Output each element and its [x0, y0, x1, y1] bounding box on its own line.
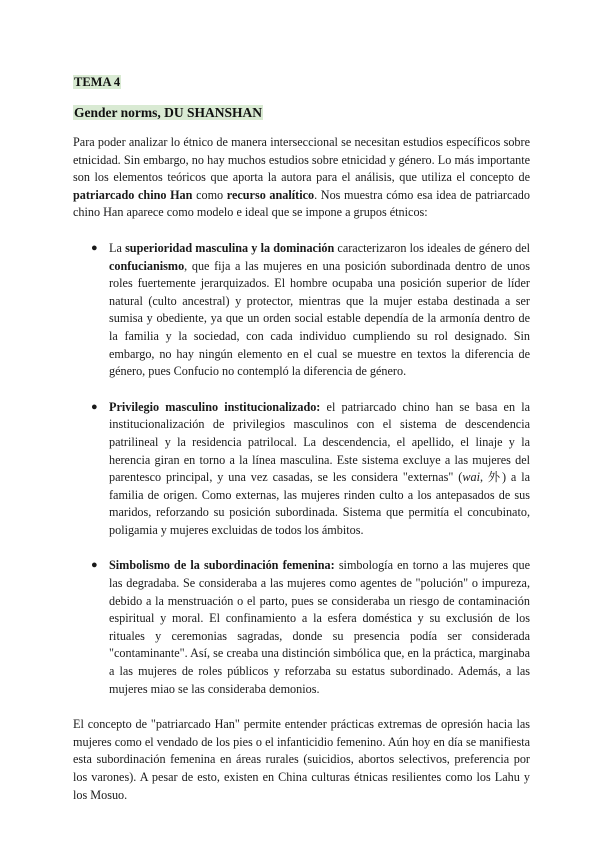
closing-paragraph: El concepto de "patriarcado Han" permite entender prácticas extremas de opresión hacia las mujeres como el vendado de los pies o el infanticidio femenino. Aún hoy en día se manifiesta esta subordinación femenina en áreas rurales (suicidios, abortos selectivos, preferencia por los varones). A pesar de esto, existen en China culturas étnicas resilientes como los Lahu y los Mosuo. — [73, 717, 530, 802]
document-title: Gender norms, DU SHANSHAN — [74, 105, 263, 120]
item-text: simbología en torno a las mujeres que las degradaba. Se consideraba a las mujeres como agentes de "polución" o impureza, debido a la menstruación o el parto, pues se consideraba un riesgo de contaminación espiritual y moral. El confinamiento a la esfera doméstica y su exclusión de los rituales y ceremonias sagradas, donde su presencia podía ser considerada "contaminante". Así, se creaba una distinción simbólica que, en la práctica, marginaba a las mujeres de roles públicos y reforzaba su estatus subordinado. Además, a las mujeres miao se las consideraba demonios. — [109, 558, 530, 696]
list-item — [91, 240, 531, 381]
intro-bold-2: recurso analítico — [226, 187, 315, 202]
item-text: caracterizaron los ideales de género del — [334, 240, 531, 255]
item-bold: Privilegio masculino institucionalizado: — [109, 399, 321, 414]
title-wrapper — [73, 104, 530, 122]
tema-heading: TEMA 4 — [74, 75, 121, 89]
bullet-icon: ● — [91, 400, 98, 413]
item-text: el patriarcado chino han se basa en la institucionalización de privilegios masculinos con el sistema de descendencia patrilineal y la residencia patrilocal. La descendencia, el apellido, el linaje y la herencia giran en torno a la línea masculina. Este sistema excluye a las mujeres del parentesco principal, y una vez casadas, se les considera "externas" ( — [109, 399, 530, 485]
intro-bold-1: patriarcado chino Han — [73, 187, 193, 202]
intro-text-1: Para poder analizar lo étnico de manera interseccional se necesitan estudios específicos sobre etnicidad. Sin embargo, no hay muchos estudios sobre etnicidad y género. Lo más importante son los elementos teóricos que aporta la autora para el análisis, que utiliza el concepto de — [73, 135, 530, 185]
list-item — [91, 557, 530, 698]
list-item — [91, 399, 531, 540]
section-label — [73, 74, 530, 90]
item-bold: confucianismo — [109, 258, 185, 273]
intro-text-3: . Nos muestra cómo esa idea de patriarcado chino Han aparece como modelo e ideal que se impone a grupos étnicos: — [73, 187, 530, 220]
item-text: , que fija a las mujeres en una posición subordinada dentro de unos roles fuertemente jerarquizados. El hombre ocupaba una posición superior de líder natural (culto ancestral) y protector, mientras que la mujer estaba destinada a ser sumisa y obediente, ya que un orden social estable dependía de la armonía dentro de la familia y la sociedad, con cada individuo cumpliendo su rol designado. Sin embargo, no hay ningún elemento en el cual se muestre en textos la diferencia de género, pues Confucio no contempló la diferencia de género. — [109, 258, 530, 379]
item-bold: superioridad masculina y la dominación — [125, 240, 335, 255]
bullet-list — [73, 240, 530, 698]
intro-text-2: como — [192, 187, 227, 202]
bullet-icon: ● — [91, 559, 98, 572]
item-text: , 外) a la familia de origen. Como externas, las mujeres rinden culto a los antepasados de sus maridos, reforzando su posición subordinada. Sistema que permitía el concubinato, poligamia y mujeres excluidas de todos los ámbitos. — [109, 470, 531, 537]
item-text: La — [109, 240, 126, 255]
bullet-icon: ● — [91, 241, 98, 254]
item-italic: wai — [462, 470, 480, 485]
intro-paragraph — [73, 134, 530, 222]
item-bold: Simbolismo de la subordinación femenina: — [109, 558, 335, 573]
